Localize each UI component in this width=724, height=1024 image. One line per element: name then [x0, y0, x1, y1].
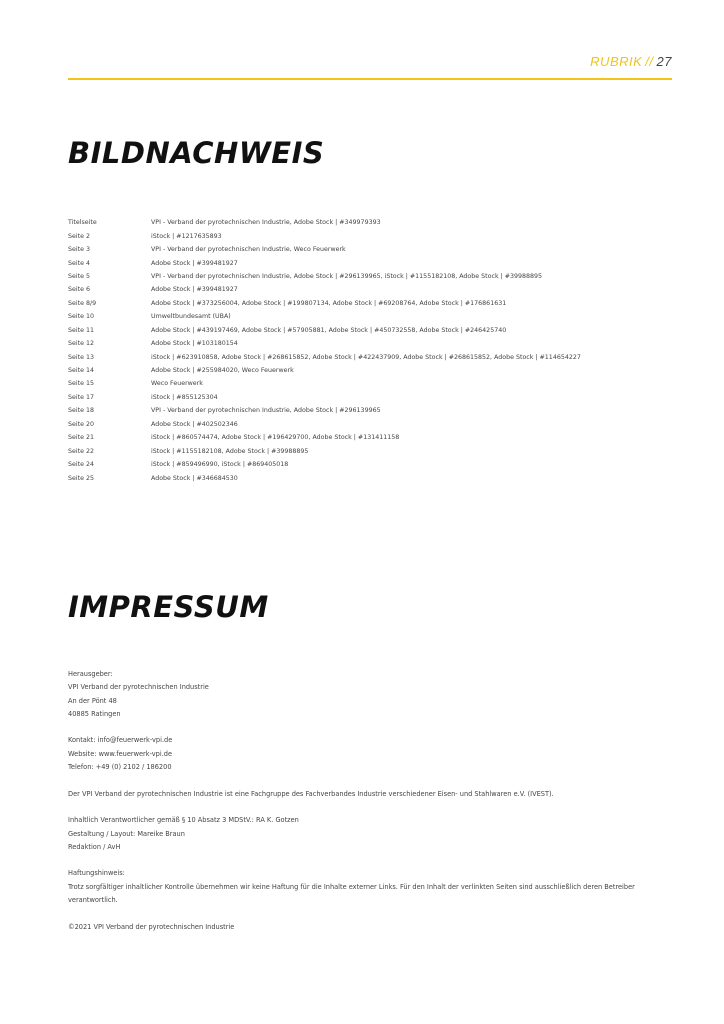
credit-page: Seite 2 [68, 232, 90, 240]
contact-email: Kontakt: info@feuerwerk-vpi.de [68, 736, 173, 745]
page-number: 27 [656, 54, 672, 69]
credit-page: Seite 25 [68, 474, 94, 482]
credit-source: Adobe Stock | #439197469, Adobe Stock | #57905881, Adobe Stock | #450732558, Adobe Stock | #246425740 [151, 326, 507, 334]
credit-row [68, 471, 672, 484]
credit-row [68, 297, 672, 310]
credit-page: Seite 6 [68, 286, 90, 294]
credit-source: Adobe Stock | #373256004, Adobe Stock | #199807134, Adobe Stock | #69208764, Adobe Stock | #176861631 [151, 299, 507, 307]
website: Website: www.feuerwerk-vpi.de [68, 749, 173, 758]
about-text: Der VPI Verband der pyrotechnischen Industrie ist eine Fachgruppe des Fachverbandes Industrie verschiedener Eisen- und Stahlwaren e.V. (IVEST). [68, 789, 554, 798]
credit-row [68, 404, 672, 417]
credit-page: Seite 8/9 [68, 299, 97, 307]
credit-row [68, 256, 672, 269]
publisher-city: 40885 Ratingen [68, 709, 121, 718]
impressum-block [68, 668, 672, 934]
credit-row [68, 310, 672, 323]
credit-row [68, 337, 672, 350]
credit-page: Seite 3 [68, 246, 90, 254]
credit-page: Seite 13 [68, 353, 94, 361]
credits-list [68, 216, 672, 485]
phone: Telefon: +49 (0) 2102 / 186200 [68, 763, 172, 772]
credit-source: iStock | #860574474, Adobe Stock | #196429700, Adobe Stock | #131411158 [151, 434, 400, 442]
credit-source: VPI - Verband der pyrotechnischen Industrie, Weco Feuerwerk [151, 246, 346, 254]
credit-source: Adobe Stock | #346684530 [151, 474, 238, 482]
credit-source: Adobe Stock | #399481927 [151, 259, 238, 267]
credit-row [68, 444, 672, 457]
credit-source: Adobe Stock | #255984020, Weco Feuerwerk [151, 367, 294, 375]
credit-source: Adobe Stock | #399481927 [151, 286, 238, 294]
credit-row [68, 216, 672, 229]
credit-page: Seite 14 [68, 367, 94, 375]
credit-source: iStock | #855125304 [151, 393, 218, 401]
credit-source: Umweltbundesamt (UBA) [151, 313, 231, 321]
publisher-name: VPI Verband der pyrotechnischen Industrie [68, 683, 209, 692]
publisher-street: An der Pönt 48 [68, 696, 117, 705]
header-separator: // [645, 54, 654, 69]
credit-source: iStock | #623910858, Adobe Stock | #268615852, Adobe Stock | #422437909, Adobe Stock | #268615852, Adobe Stock | #114654227 [151, 353, 581, 361]
credit-row [68, 350, 672, 363]
section-label: RUBRIK [590, 54, 643, 69]
credit-row [68, 431, 672, 444]
credit-page: Seite 18 [68, 407, 94, 415]
copyright: ©2021 VPI Verband der pyrotechnischen Industrie [68, 922, 235, 931]
impressum-title: IMPRESSUM [68, 590, 269, 624]
credit-row [68, 243, 672, 256]
credit-row [68, 364, 672, 377]
credit-row [68, 229, 672, 242]
credit-source: Adobe Stock | #103180154 [151, 340, 238, 348]
credit-page: Seite 20 [68, 420, 94, 428]
credit-row [68, 270, 672, 283]
editor-credit: Redaktion / AvH [68, 842, 121, 851]
credit-source: Adobe Stock | #402502346 [151, 420, 238, 428]
bildnachweis-title: BILDNACHWEIS [68, 136, 325, 170]
credit-source: VPI - Verband der pyrotechnischen Industrie, Adobe Stock | #296139965, iStock | #1155182108, Adobe Stock | #39988895 [151, 272, 543, 280]
credit-page: Seite 21 [68, 434, 94, 442]
credit-page: Seite 5 [68, 272, 90, 280]
disclaimer-label: Haftungshinweis: [68, 869, 125, 878]
publisher-label: Herausgeber: [68, 670, 113, 678]
credit-page: Seite 15 [68, 380, 94, 388]
credit-source: VPI - Verband der pyrotechnischen Industrie, Adobe Stock | #349979393 [151, 219, 381, 227]
credit-source: VPI - Verband der pyrotechnischen Industrie, Adobe Stock | #296139965 [151, 407, 381, 415]
credit-row [68, 391, 672, 404]
credit-page: Seite 24 [68, 461, 94, 469]
credit-page: Seite 17 [68, 393, 94, 401]
credit-row [68, 458, 672, 471]
page-header [68, 52, 672, 80]
credit-source: iStock | #859496990, iStock | #869405018 [151, 461, 289, 469]
credit-row [68, 324, 672, 337]
credit-source: iStock | #1155182108, Adobe Stock | #39988895 [151, 447, 309, 455]
credit-page: Seite 22 [68, 447, 94, 455]
credit-source: iStock | #1217635893 [151, 232, 222, 240]
credit-row [68, 377, 672, 390]
credit-source: Weco Feuerwerk [151, 380, 203, 388]
credit-row [68, 283, 672, 296]
credit-page: Titelseite [68, 219, 97, 227]
credit-page: Seite 11 [68, 326, 94, 334]
credit-page: Seite 12 [68, 340, 94, 348]
credit-page: Seite 10 [68, 313, 94, 321]
responsible-person: Inhaltlich Verantwortlicher gemäß § 10 Absatz 3 MDStV.: RA K. Gotzen [68, 816, 299, 825]
design-credit: Gestaltung / Layout: Mareike Braun [68, 829, 185, 838]
credit-row [68, 418, 672, 431]
credit-page: Seite 4 [68, 259, 90, 267]
running-header [590, 54, 672, 69]
disclaimer-text: Trotz sorgfältiger inhaltlicher Kontrolle übernehmen wir keine Haftung für die Inhalte externer Links. Für den Inhalt der verlinkten Seiten sind ausschließlich deren Betreiber verantwortlich. [68, 882, 635, 905]
